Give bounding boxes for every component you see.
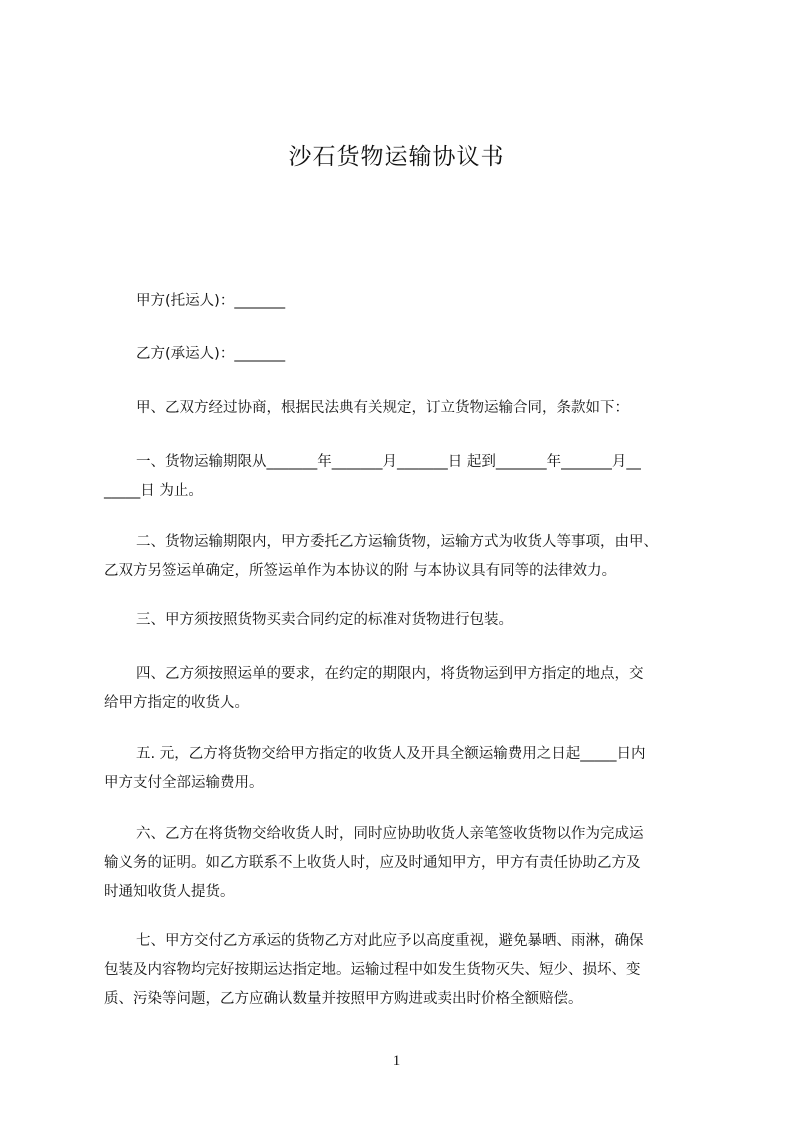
intro-paragraph: 甲、乙双方经过协商，根据民法典有关规定，订立货物运输合同，条款如下： — [136, 400, 629, 416]
clause-line: 二、货物运输期限内，甲方委托乙方运输货物，运输方式为收货人等事项，由甲、 — [136, 534, 658, 550]
clause-line: 甲方支付全部运输费用。 — [104, 775, 264, 791]
page-number: 1 — [392, 1053, 401, 1069]
clause-line: 三、甲方须按照货物买卖合同约定的标准对货物进行包装。 — [136, 612, 513, 628]
clause-paragraph — [104, 528, 704, 586]
clause-line: 七、甲方交付乙方承运的货物乙方对此应予以高度重视，避免暴晒、雨淋，确保 — [136, 933, 644, 949]
clause-line: 包装及内容物均完好按期运达指定地。运输过程中如发生货物灭失、短少、损坏、变 — [104, 962, 641, 978]
clause-paragraph — [104, 660, 704, 718]
party-b-line: 乙方(承运人)：_______ — [136, 346, 286, 362]
clause-paragraph — [104, 606, 704, 635]
clause-line: 六、乙方在将货物交给收货人时，同时应协助收货人亲笔签收货物以作为完成运 — [136, 826, 644, 842]
clause-paragraph — [104, 740, 704, 798]
clause-line: _____日 为止。 — [104, 483, 203, 499]
clause-line: 五. 元，乙方将货物交给甲方指定的收货人及开具全额运输费用之日起_____日内 — [136, 746, 646, 762]
clause-line: 乙双方另签运单确定，所签运单作为本协议的附 与本协议具有同等的法律效力。 — [104, 563, 617, 579]
clause-paragraph — [104, 927, 704, 1014]
clause-paragraph — [104, 820, 704, 907]
clause-line: 给甲方指定的收货人。 — [104, 695, 249, 711]
clause-line: 输义务的证明。如乙方联系不上收货人时，应及时通知甲方，甲方有责任协助乙方及 — [104, 855, 641, 871]
document-title: 沙石货物运输协议书 — [288, 144, 505, 170]
party-a-line: 甲方(托运人)：_______ — [136, 293, 286, 309]
clause-line: 质、污染等问题，乙方应确认数量并按照甲方购进或卖出时价格全额赔偿。 — [104, 991, 583, 1007]
clause-line: 时通知收货人提货。 — [104, 884, 235, 900]
clause-paragraph — [104, 448, 704, 506]
clause-line: 四、乙方须按照运单的要求，在约定的期限内，将货物运到甲方指定的地点，交 — [136, 666, 644, 682]
clause-line: 一、货物运输期限从_______年_______月_______日 起到_______年_______月__ — [136, 454, 641, 470]
